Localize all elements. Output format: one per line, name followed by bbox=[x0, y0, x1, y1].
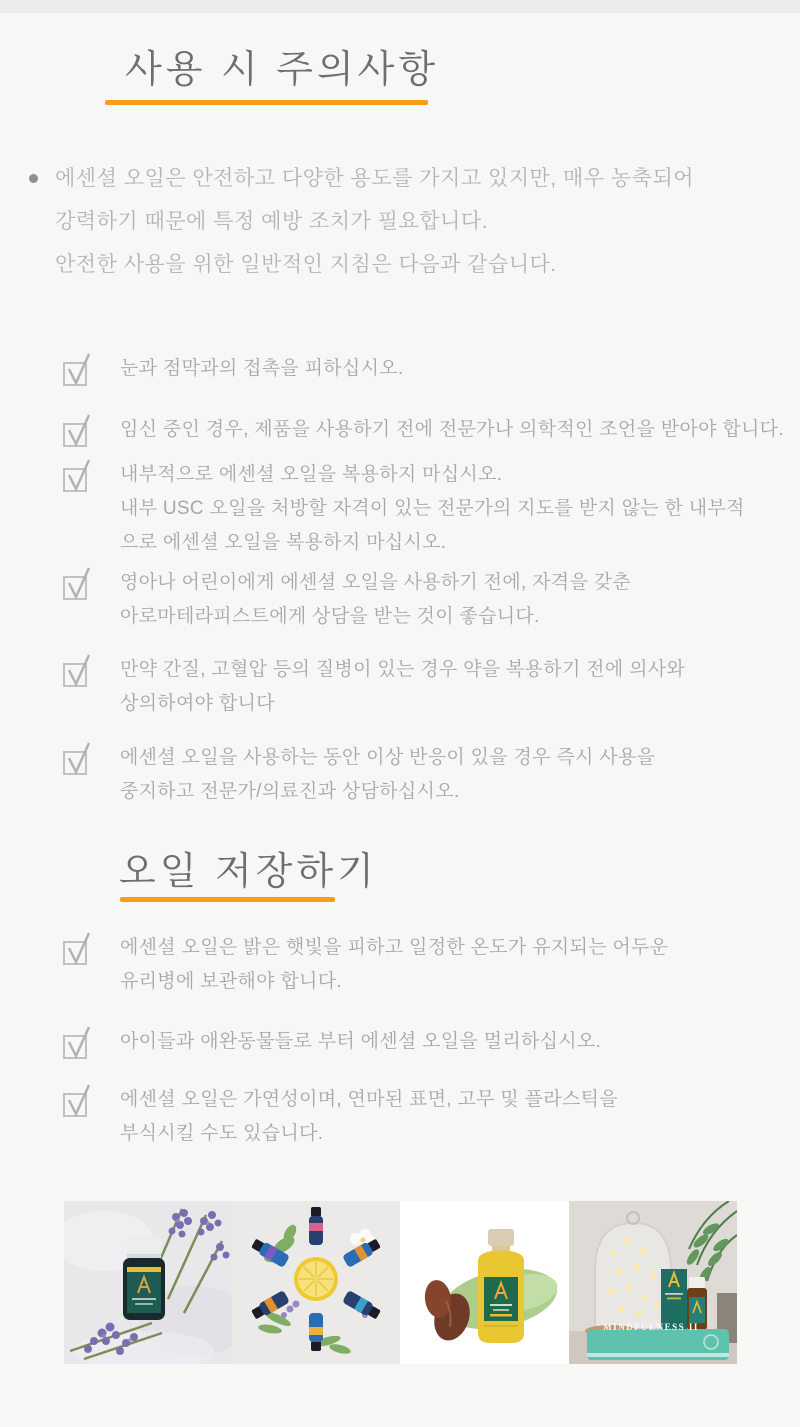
photo-bottle-star-lemon bbox=[232, 1201, 400, 1364]
item-line: 유리병에 보관해야 합니다. bbox=[120, 971, 342, 992]
photo-lavender-oil-bottle bbox=[64, 1201, 232, 1364]
storage-item-1 bbox=[62, 931, 782, 999]
check-square-icon bbox=[62, 1024, 92, 1060]
bullet-dot-icon bbox=[29, 174, 38, 183]
check-square-icon bbox=[62, 1082, 92, 1118]
item-line: 내부적으로 에센셜 오일을 복용하지 마십시오. bbox=[120, 464, 503, 485]
item-line: 임신 중인 경우, 제품을 사용하기 전에 전문가나 의학적인 조언을 받아야 합니다. bbox=[120, 419, 784, 440]
mindfulness-book bbox=[587, 1329, 729, 1360]
item-line: 에센셜 오일은 밝은 햇빛을 피하고 일정한 온도가 유지되는 어두운 bbox=[120, 937, 669, 958]
precaution-item-2 bbox=[62, 413, 782, 447]
precautions-title: 사용 시 주의사항 bbox=[125, 49, 440, 91]
item-line: 으로 에센셜 오일을 복용하지 마십시오. bbox=[120, 532, 447, 553]
check-square-icon bbox=[62, 457, 92, 493]
storage-item-3 bbox=[62, 1083, 782, 1151]
item-line: 에센셜 오일은 가연성이며, 연마된 표면, 고무 및 플라스틱을 bbox=[120, 1089, 618, 1110]
intro-line: 강력하기 때문에 특정 예방 조치가 필요합니다. bbox=[55, 210, 488, 233]
lemon-slice bbox=[294, 1257, 338, 1301]
item-line: 상의하여야 합니다 bbox=[120, 693, 275, 714]
precaution-item-1 bbox=[62, 352, 782, 386]
check-square-icon bbox=[62, 565, 92, 601]
item-line: 아로마테라피스트에게 상담을 받는 것이 좋습니다. bbox=[120, 606, 540, 627]
intro-line: 안전한 사용을 위한 일반적인 지침은 다음과 같습니다. bbox=[55, 253, 557, 276]
precaution-item-6 bbox=[62, 741, 782, 809]
lavender-photo-art bbox=[64, 1201, 232, 1364]
item-line: 내부 USC 오일을 처방할 자격이 있는 전문가의 지도를 받지 않는 한 내부적 bbox=[120, 498, 745, 519]
item-line: 부식시킬 수도 있습니다. bbox=[120, 1123, 324, 1144]
item-line: 영아나 어린이에게 에센셜 오일을 사용하기 전에, 자격을 갖춘 bbox=[120, 572, 631, 593]
storage-title: 오일 저장하기 bbox=[119, 851, 378, 893]
item-line: 에센셜 오일을 사용하는 동안 이상 반응이 있을 경우 즉시 사용을 bbox=[120, 747, 656, 768]
check-square-icon bbox=[62, 351, 92, 387]
book-title-text: MINDFULNESS II bbox=[603, 1322, 699, 1332]
check-square-icon bbox=[62, 652, 92, 688]
oil-box bbox=[661, 1269, 687, 1329]
precaution-item-5 bbox=[62, 653, 782, 721]
product-photo-gallery bbox=[64, 1201, 737, 1364]
photo-jojoba-oil-bottle bbox=[400, 1201, 569, 1364]
top-strip bbox=[0, 0, 800, 13]
jojoba-photo-art bbox=[400, 1201, 569, 1364]
check-square-icon bbox=[62, 930, 92, 966]
bottle-star-photo-art bbox=[232, 1201, 400, 1364]
storage-item-2 bbox=[62, 1025, 782, 1059]
intro-line: 에센셜 오일은 안전하고 다양한 용도를 가지고 있지만, 매우 농축되어 bbox=[55, 167, 695, 190]
storage-title-underline bbox=[120, 897, 335, 902]
check-square-icon bbox=[62, 740, 92, 776]
item-line: 중지하고 전문가/의료진과 상담하십시오. bbox=[120, 781, 460, 802]
precautions-title-underline bbox=[105, 100, 428, 105]
precautions-intro bbox=[55, 157, 694, 286]
photo-cloche-book-bottle bbox=[569, 1201, 737, 1364]
oil-bottle bbox=[123, 1237, 165, 1320]
item-line: 아이들과 애완동물들로 부터 에센셜 오일을 멀리하십시오. bbox=[120, 1031, 602, 1052]
precaution-item-4 bbox=[62, 566, 782, 634]
precaution-item-3 bbox=[62, 458, 782, 560]
item-line: 만약 간질, 고혈압 등의 질병이 있는 경우 약을 복용하기 전에 의사와 bbox=[120, 659, 686, 680]
item-line: 눈과 점막과의 접촉을 피하십시오. bbox=[120, 358, 404, 379]
cloche-photo-art bbox=[569, 1201, 737, 1364]
check-square-icon bbox=[62, 412, 92, 448]
